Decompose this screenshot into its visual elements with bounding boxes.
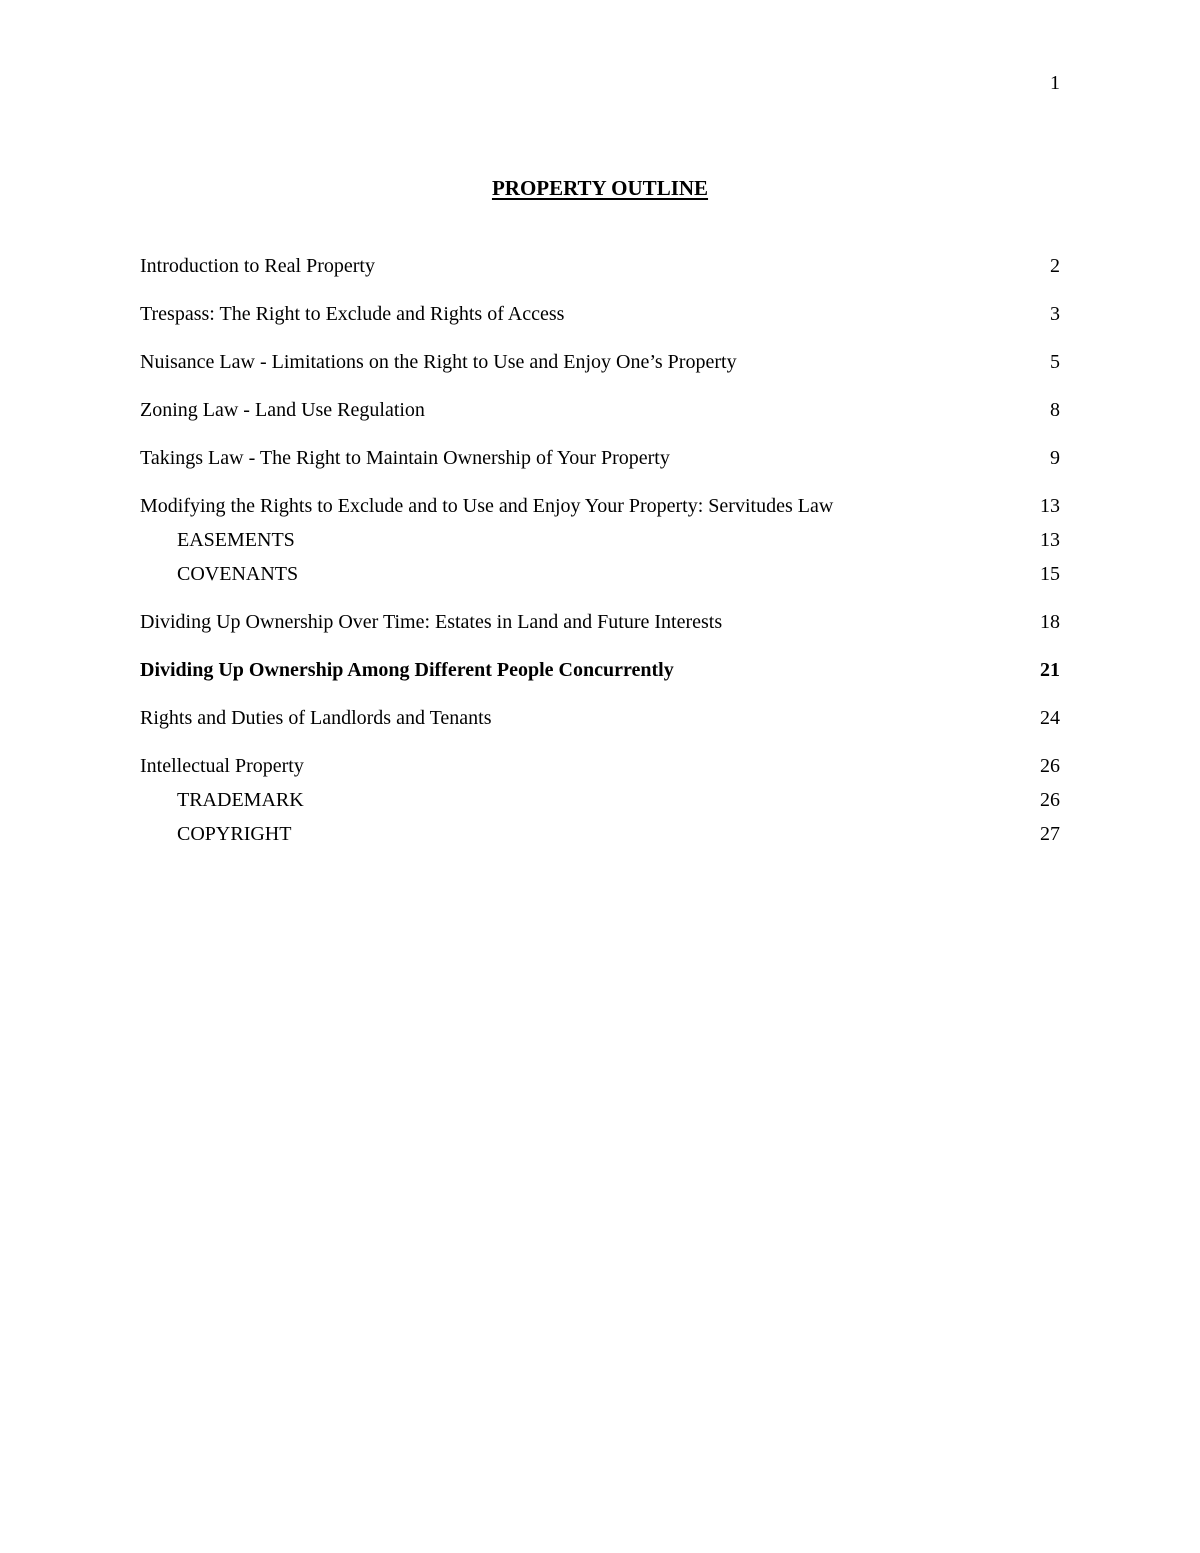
toc-entry-label: Trespass: The Right to Exclude and Rights of Access (140, 303, 565, 325)
toc-entry-page: 26 (1040, 755, 1060, 777)
toc-entry-label: Nuisance Law - Limitations on the Right to Use and Enjoy One’s Property (140, 351, 737, 373)
toc-entry-estates[interactable] (140, 605, 1060, 639)
toc-entry-label: EASEMENTS (177, 529, 295, 551)
toc-entry-label: Dividing Up Ownership Among Different People Concurrently (140, 659, 674, 681)
toc-entry-page: 24 (1040, 707, 1060, 729)
toc-entry-label: COPYRIGHT (177, 823, 292, 845)
table-of-contents (140, 249, 1060, 851)
toc-entry-page: 18 (1040, 611, 1060, 633)
toc-entry-zoning[interactable] (140, 393, 1060, 427)
toc-entry-label: Introduction to Real Property (140, 255, 375, 277)
toc-entry-page: 13 (1040, 529, 1060, 551)
toc-entry-nuisance[interactable] (140, 345, 1060, 379)
toc-entry-page: 5 (1050, 351, 1060, 373)
toc-entry-servitudes[interactable] (140, 489, 1060, 523)
page-number: 1 (1050, 72, 1060, 94)
toc-subentry-easements[interactable] (140, 523, 1060, 557)
toc-entry-label: Dividing Up Ownership Over Time: Estates in Land and Future Interests (140, 611, 723, 633)
document-title: PROPERTY OUTLINE (491, 176, 709, 200)
toc-entry-page: 15 (1040, 563, 1060, 585)
toc-entry-page: 9 (1050, 447, 1060, 469)
toc-subentry-copyright[interactable] (140, 817, 1060, 851)
toc-entry-page: 8 (1050, 399, 1060, 421)
toc-entry-page: 27 (1040, 823, 1060, 845)
toc-entry-introduction[interactable] (140, 249, 1060, 283)
toc-entry-label: Rights and Duties of Landlords and Tenants (140, 707, 492, 729)
toc-entry-intellectual-property[interactable] (140, 749, 1060, 783)
toc-entry-page: 2 (1050, 255, 1060, 277)
toc-entry-page: 21 (1040, 659, 1060, 681)
toc-entry-trespass[interactable] (140, 297, 1060, 331)
toc-subentry-covenants[interactable] (140, 557, 1060, 591)
toc-entry-label: COVENANTS (177, 563, 299, 585)
toc-entry-concurrent-ownership[interactable] (140, 653, 1060, 687)
toc-entry-page: 26 (1040, 789, 1060, 811)
toc-entry-label: Modifying the Rights to Exclude and to Use and Enjoy Your Property: Servitudes Law (140, 495, 834, 517)
toc-entry-label: Takings Law - The Right to Maintain Ownership of Your Property (140, 447, 670, 469)
toc-subentry-trademark[interactable] (140, 783, 1060, 817)
toc-entry-landlords-tenants[interactable] (140, 701, 1060, 735)
toc-entry-label: TRADEMARK (177, 789, 304, 811)
toc-entry-page: 13 (1040, 495, 1060, 517)
toc-entry-label: Zoning Law - Land Use Regulation (140, 399, 425, 421)
toc-entry-label: Intellectual Property (140, 755, 304, 777)
toc-entry-page: 3 (1050, 303, 1060, 325)
toc-entry-takings[interactable] (140, 441, 1060, 475)
